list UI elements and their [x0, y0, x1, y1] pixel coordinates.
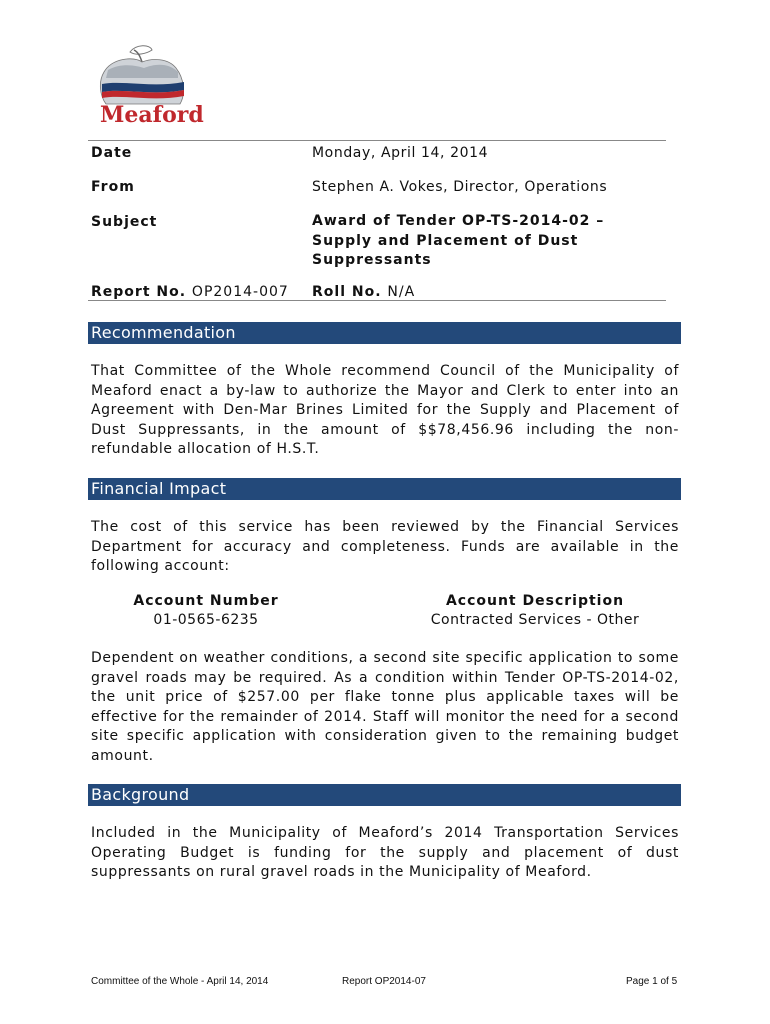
background-body: Included in the Municipality of Meaford’s 2014 Transportation Services Operating Budget is funding for the supply and placement of dust suppressants on rural gravel roads in the Municipality of Meaford.: [91, 825, 679, 880]
date-label: Date: [91, 145, 133, 161]
background-heading: Background: [88, 784, 681, 806]
financial-impact-body: The cost of this service has been reviewed by the Financial Services Department for accuracy and completeness. Funds are available in the following account:: [91, 519, 679, 574]
subject-label: Subject: [91, 214, 158, 230]
report-number-label: Report No.: [91, 284, 187, 300]
roll-number: [312, 284, 415, 300]
from-value: Stephen A. Vokes, Director, Operations: [312, 179, 608, 195]
meaford-logo: [92, 44, 212, 128]
financial-impact-condition: Dependent on weather conditions, a second site specific application to some gravel roads may be required. As a condition within Tender OP-TS-2014-02, the unit price of $257.00 per flake tonne plus applicable taxes will be effective for the remainder of 2014. Staff will monitor the need for a second site specific application with consideration given to the remaining budget amount.: [91, 650, 679, 764]
recommendation-body: That Committee of the Whole recommend Council of the Municipality of Meaford enact a by-law to authorize the Mayor and Clerk to enter into an Agreement with Den-Mar Brines Limited for the Supply and Placement of Dust Suppressants, in the amount of $$78,456.96 including the non-refundable allocation of H.S.T.: [91, 363, 679, 457]
subject-value: Award of Tender OP-TS-2014-02 – Supply and Placement of Dust Suppressants: [312, 213, 605, 268]
financial-impact-heading: Financial Impact: [88, 478, 681, 500]
date-value: Monday, April 14, 2014: [312, 145, 489, 161]
footer-meeting: Committee of the Whole - April 14, 2014: [91, 976, 269, 987]
account-number-header: Account Number: [133, 593, 279, 609]
recommendation-heading: Recommendation: [88, 322, 681, 344]
account-description-header: Account Description: [445, 593, 625, 609]
logo-text: Meaford: [100, 102, 204, 128]
header-top-rule: [88, 140, 666, 141]
footer-report: Report OP2014-07: [342, 976, 426, 987]
roll-number-value: N/A: [387, 284, 416, 300]
apple-leaf-icon: [130, 46, 152, 54]
from-label: From: [91, 179, 135, 195]
footer-page-number: Page 1 of 5: [626, 976, 678, 987]
header-bottom-rule: [88, 300, 666, 301]
account-number-value: 01-0565-6235: [153, 612, 259, 628]
account-description-value: Contracted Services - Other: [430, 612, 640, 628]
report-number: [91, 284, 289, 300]
report-number-value: OP2014-007: [191, 284, 289, 300]
roll-number-label: Roll No.: [312, 284, 382, 300]
